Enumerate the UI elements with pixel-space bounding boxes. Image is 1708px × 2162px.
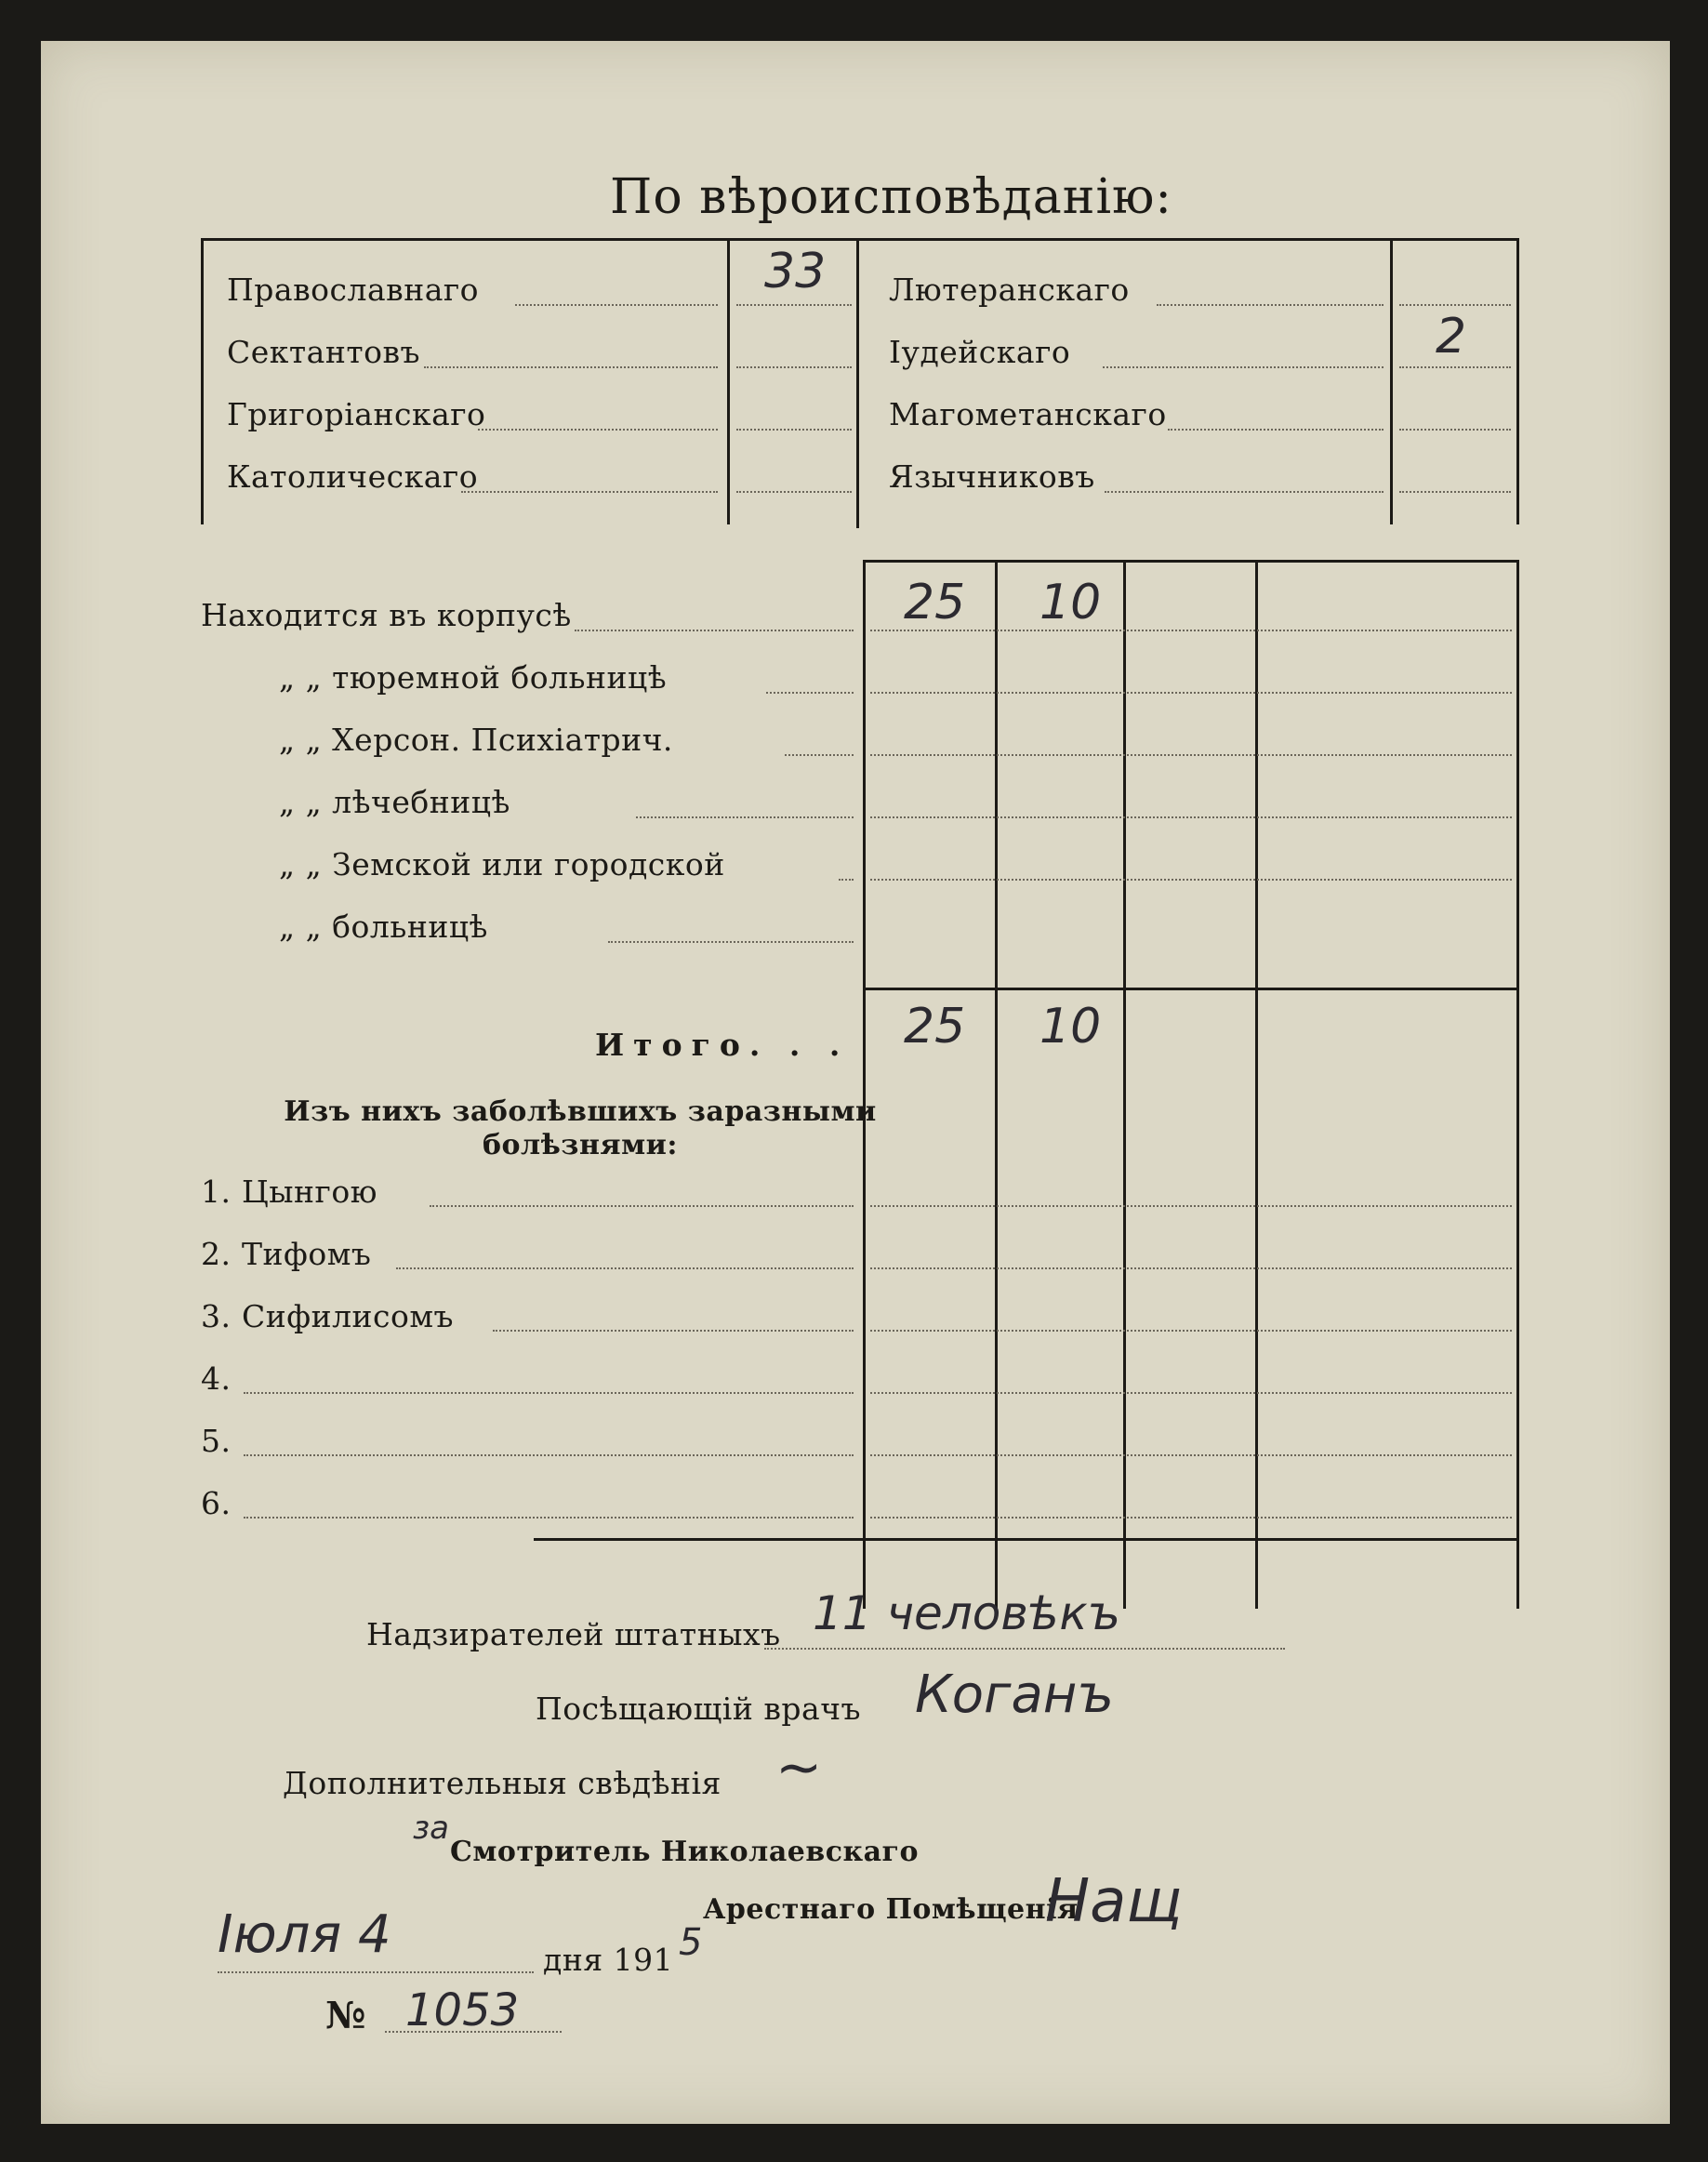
date-line xyxy=(218,1971,534,1973)
value-dots xyxy=(1399,491,1511,493)
disease-label-syphilis: Сифилисомъ xyxy=(242,1298,455,1334)
doctor-label: Посѣщающій врачъ xyxy=(536,1691,862,1727)
value-dots xyxy=(1399,429,1511,431)
religion-mid-rule-2 xyxy=(856,238,859,528)
row-dots xyxy=(870,816,1512,818)
value-dots xyxy=(1399,304,1511,306)
bottom-rule xyxy=(534,1538,1519,1541)
value-jewish: 2 xyxy=(1436,309,1467,365)
signature: Нащ xyxy=(1045,1867,1183,1936)
wardens-label: Надзирателей штатныхъ xyxy=(366,1616,781,1652)
row-dots xyxy=(870,1205,1512,1207)
blank-line xyxy=(244,1517,854,1519)
disease-num-2: 2. xyxy=(201,1236,232,1272)
col-rule-3 xyxy=(1123,560,1126,1609)
location-label-clinic: „ „ лѣчебницѣ xyxy=(279,784,510,820)
religion-top-rule xyxy=(201,238,1519,241)
dot-leader xyxy=(430,1205,854,1207)
dot-leader xyxy=(461,491,718,493)
disease-num-1: 1. xyxy=(201,1174,232,1210)
date-month-day: Іюля 4 xyxy=(218,1904,391,1965)
col-rule-4 xyxy=(1255,560,1258,1609)
total-value-2: 10 xyxy=(1039,999,1102,1054)
signer-line2: Арестнаго Помѣщенія xyxy=(703,1893,1079,1926)
value-dots xyxy=(736,366,852,368)
religion-label-pagan: Язычниковъ xyxy=(889,458,1095,495)
location-label-corpus: Находится въ корпусѣ xyxy=(201,597,572,633)
corpus-value-2: 10 xyxy=(1039,575,1102,630)
value-dots xyxy=(736,491,852,493)
row-dots xyxy=(870,754,1512,756)
corpus-value-1: 25 xyxy=(904,575,966,630)
location-label-prison-hospital: „ „ тюремной больницѣ xyxy=(279,659,668,696)
value-dots xyxy=(736,429,852,431)
religion-left-rule xyxy=(201,238,204,524)
dot-leader xyxy=(1168,429,1384,431)
dot-leader xyxy=(515,304,718,306)
wardens-line xyxy=(764,1648,1285,1650)
blank-line xyxy=(244,1392,854,1394)
value-dots xyxy=(1399,366,1511,368)
disease-num-3: 3. xyxy=(201,1298,232,1334)
dot-leader xyxy=(1157,304,1384,306)
row-dots xyxy=(870,692,1512,694)
location-label-zemstvo: „ „ Земской или городской xyxy=(279,846,725,882)
disease-num-5: 5. xyxy=(201,1423,232,1459)
dot-leader xyxy=(636,816,854,818)
total-value-1: 25 xyxy=(904,999,966,1054)
extra-value: ~ xyxy=(775,1735,823,1800)
total-label: Итого. . . xyxy=(595,1027,850,1063)
wardens-value: 11 человѣкъ xyxy=(813,1586,1120,1640)
row-dots xyxy=(870,1517,1512,1519)
total-rule xyxy=(863,988,1519,990)
religion-mid-rule-3 xyxy=(1390,238,1393,524)
location-label-kherson-psych: „ „ Херсон. Психіатрич. xyxy=(279,722,673,758)
dot-leader xyxy=(493,1330,854,1332)
row-dots xyxy=(870,1330,1512,1332)
dot-leader xyxy=(396,1267,854,1269)
location-top-rule xyxy=(863,560,1519,563)
row-dots xyxy=(870,1392,1512,1394)
signer-prefix: за xyxy=(413,1810,449,1847)
dot-leader xyxy=(839,879,854,881)
religion-label-muslim: Магометанскаго xyxy=(889,396,1167,432)
number-value: 1053 xyxy=(405,1984,520,2036)
row-dots xyxy=(870,630,1512,631)
doctor-value: Коганъ xyxy=(915,1665,1114,1725)
religion-label-lutheran: Лютеранскаго xyxy=(889,272,1130,308)
row-dots xyxy=(870,879,1512,881)
document-sheet xyxy=(41,41,1670,2124)
dot-leader xyxy=(1103,366,1384,368)
religion-label-jewish: Іудейскаго xyxy=(889,334,1071,370)
row-dots xyxy=(870,1267,1512,1269)
dot-leader xyxy=(575,630,854,631)
row-dots xyxy=(870,1454,1512,1456)
dot-leader xyxy=(424,366,718,368)
blank-line xyxy=(244,1454,854,1456)
disease-label-scurvy: Цынгою xyxy=(242,1174,377,1210)
diseases-heading: Изъ нихъ заболѣвшихъ заразными болѣзнями: xyxy=(284,1095,877,1161)
date-year-digit: 5 xyxy=(679,1921,703,1964)
religion-title: По вѣроисповѣданію: xyxy=(610,169,1172,225)
col-rule-5 xyxy=(1516,560,1519,1609)
dot-leader xyxy=(766,692,854,694)
dot-leader xyxy=(608,941,854,943)
religion-mid-rule-1 xyxy=(727,238,730,524)
number-label: № xyxy=(325,1994,366,2037)
dot-leader xyxy=(1105,491,1384,493)
religion-label-sectarian: Сектантовъ xyxy=(227,334,421,370)
extra-label: Дополнительныя свѣдѣнія xyxy=(283,1765,722,1801)
dot-leader xyxy=(785,754,854,756)
disease-label-typhus: Тифомъ xyxy=(242,1236,372,1272)
religion-right-rule xyxy=(1516,238,1519,524)
religion-label-catholic: Католическаго xyxy=(227,458,479,495)
disease-num-6: 6. xyxy=(201,1485,232,1521)
value-orthodox: 33 xyxy=(764,244,827,299)
value-dots xyxy=(736,304,852,306)
col-rule-1 xyxy=(863,560,866,1609)
dot-leader xyxy=(478,429,718,431)
date-label: дня 191 xyxy=(543,1942,674,1978)
col-rule-2 xyxy=(995,560,998,1609)
location-label-hospital: „ „ больницѣ xyxy=(279,909,488,945)
disease-num-4: 4. xyxy=(201,1360,232,1397)
signer-line1: Смотритель Николаевскаго xyxy=(450,1836,919,1868)
religion-label-gregorian: Григоріанскаго xyxy=(227,396,486,432)
religion-label-orthodox: Православнаго xyxy=(227,272,480,308)
